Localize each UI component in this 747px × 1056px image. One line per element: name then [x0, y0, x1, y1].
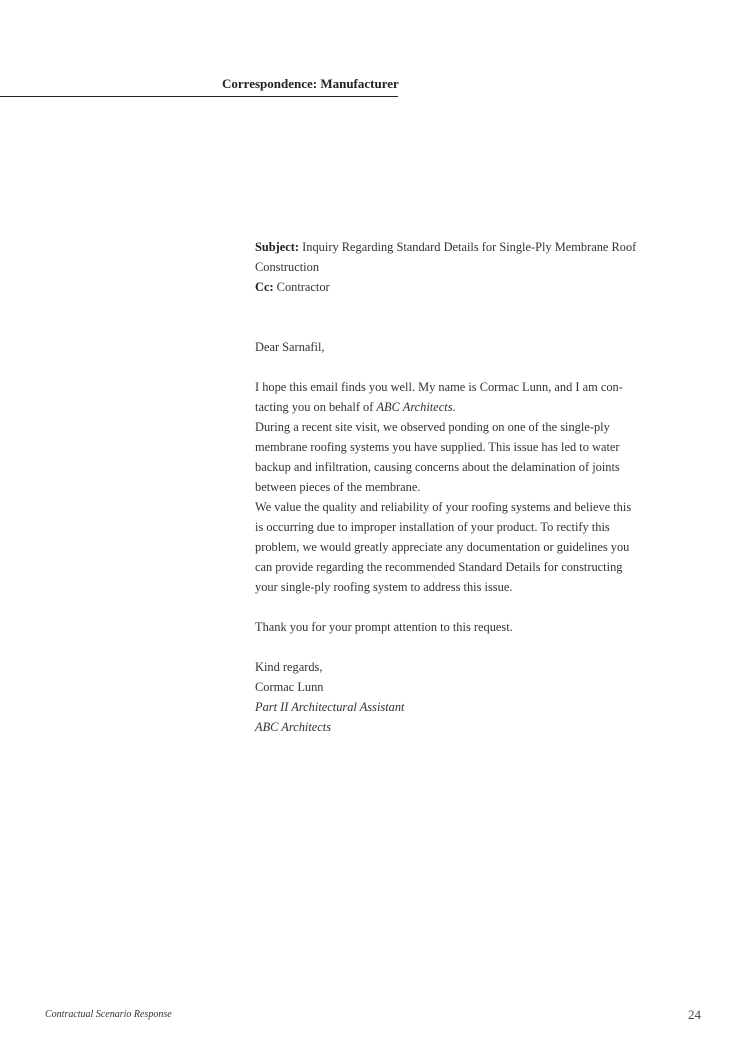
letter-body — [255, 237, 640, 737]
issue-paragraph: During a recent site visit, we observed ponding on one of the single-ply membrane roofing systems you have supplied. This issue has led to water backup and infiltration, causing concerns about the delamination of joints between pieces of the membrane. — [255, 420, 620, 494]
closing-line: Kind regards, — [255, 660, 323, 674]
request-paragraph: We value the quality and reliability of your roofing systems and believe this is occurring due to improper installation of your product. To rectify this problem, we would greatly appreciate any documentation or guidelines you can provide regarding the recommended Standard Details for constructing your single-ply roofing system to address this issue. — [255, 500, 632, 594]
spacer — [255, 297, 640, 337]
spacer — [255, 597, 640, 617]
intro-company: ABC Architects — [376, 400, 453, 414]
signer-name: Cormac Lunn — [255, 680, 324, 694]
cc-label: Cc: — [255, 280, 274, 294]
header-divider — [0, 96, 398, 97]
cc-line — [255, 277, 640, 297]
signer-company-text: ABC Architects — [255, 720, 332, 734]
spacer — [255, 357, 640, 377]
intro-text: I hope this email finds you well. My name is Cormac Lunn, and I am con-tacting you on behalf of — [255, 380, 623, 414]
salutation: Dear Sarnafil, — [255, 340, 325, 354]
subject-text: Inquiry Regarding Standard Details for Single-Ply Membrane Roof Construction — [255, 240, 637, 274]
subject-line — [255, 237, 640, 277]
subject-label: Subject: — [255, 240, 300, 254]
signer-company — [255, 717, 640, 737]
page-number: 24 — [688, 1007, 701, 1022]
signer-title-text: Part II Architectural Assistant — [255, 700, 405, 714]
intro-paragraph — [255, 377, 640, 417]
intro-end: . — [452, 400, 456, 414]
signer-title — [255, 697, 640, 717]
thanks-line: Thank you for your prompt attention to this request. — [255, 620, 513, 634]
footer-document-title: Contractual Scenario Response — [45, 1009, 172, 1020]
page-header-title: Correspondence: Manufacturer — [222, 76, 399, 91]
spacer — [255, 637, 640, 657]
cc-text: Contractor — [273, 280, 330, 294]
